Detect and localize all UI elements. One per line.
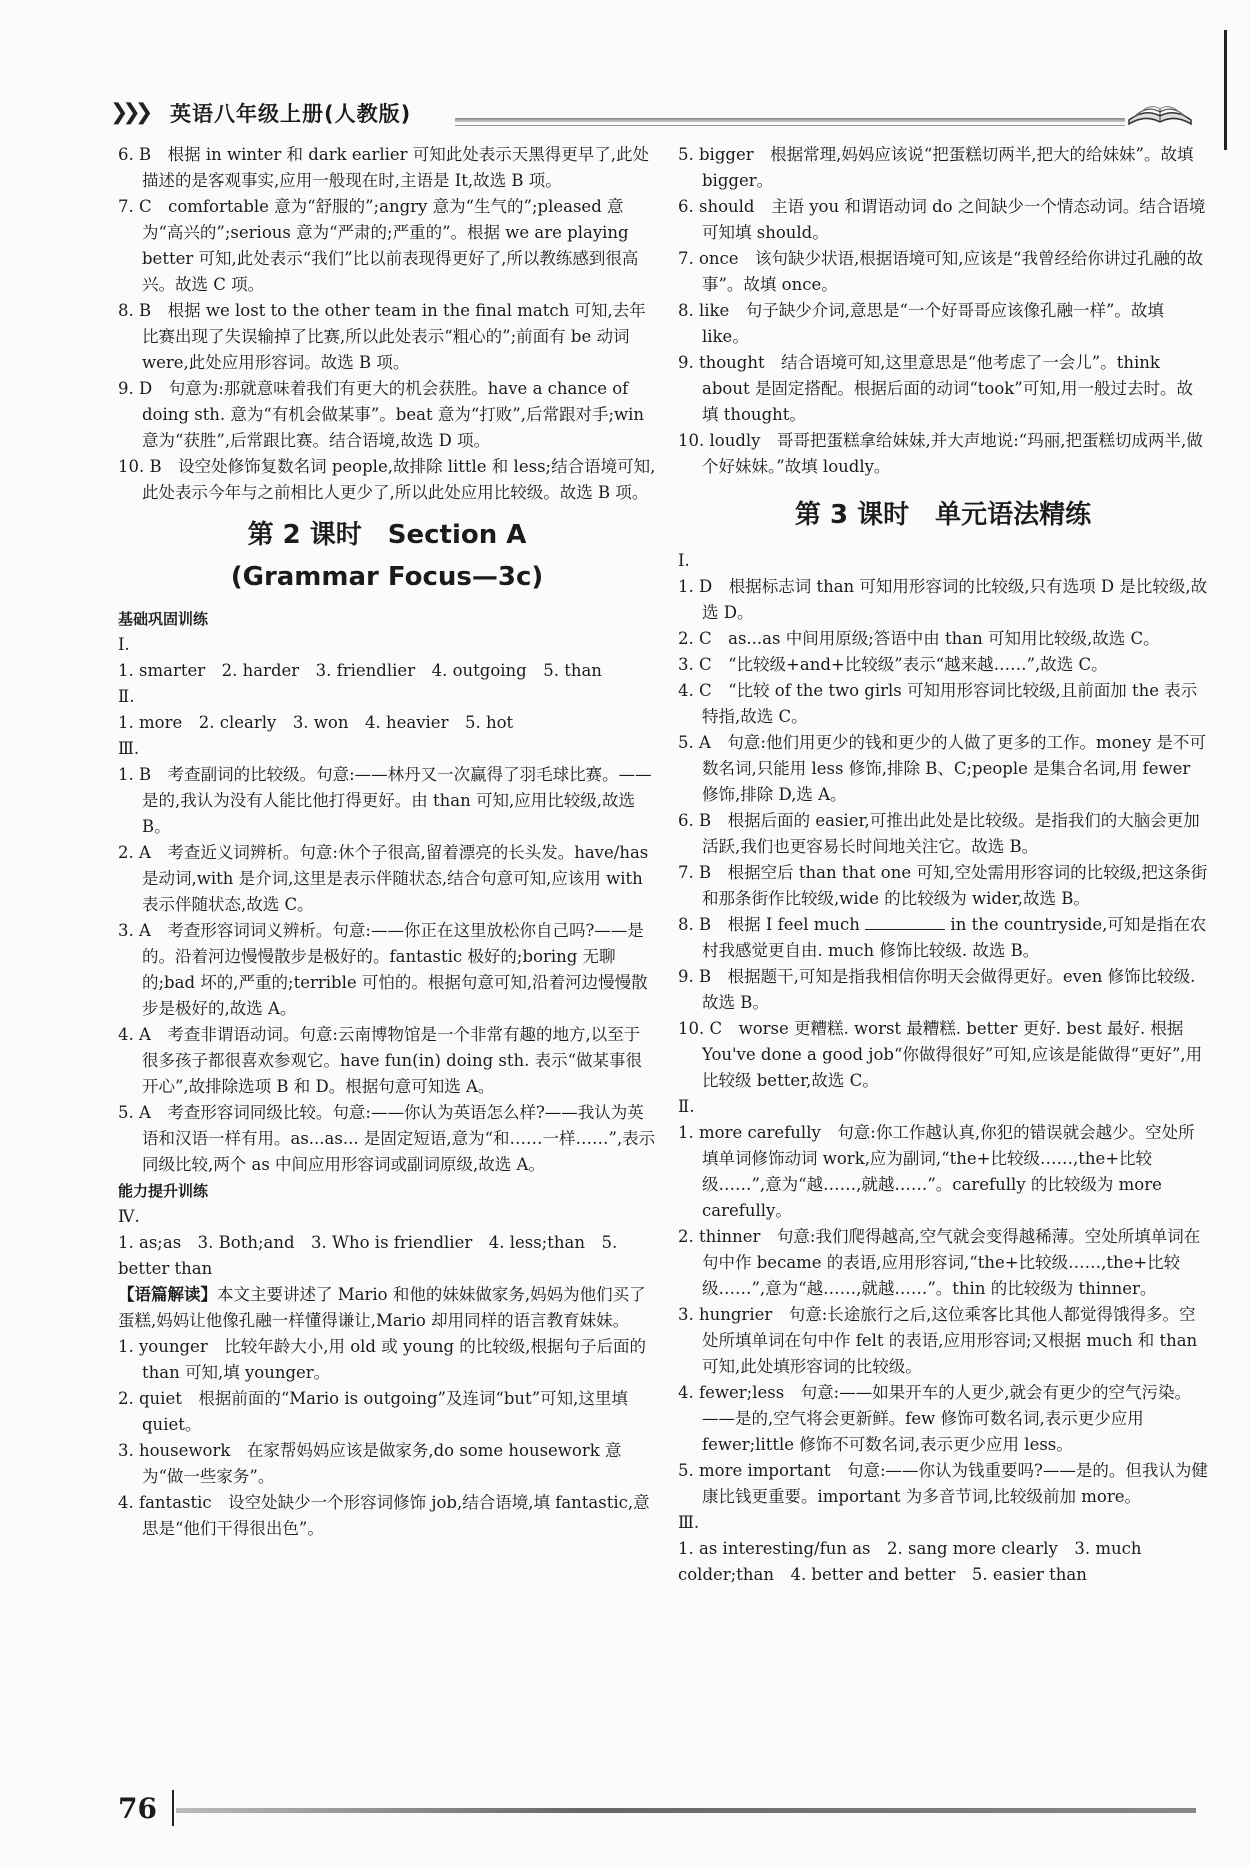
answer-item: 3. housework 在家帮妈妈应该是做家务,do some housework 意为“做一些家务”。: [118, 1441, 622, 1486]
lesson-3-title: 第 3 课时 单元语法精练: [794, 500, 1092, 530]
passage-interpretation: [118, 1282, 656, 1334]
item-8-suffix: in the countryside,可知是指在农村我感觉更自由. much 修饰比较级. 故选 B。: [702, 915, 1207, 960]
answer-item: 5. more important 句意:——你认为钱重要吗?——是的。但我认为健康比钱更重要。important 为多音节词,比较级前加 more。: [678, 1461, 1208, 1506]
section-label: Ⅰ.: [118, 635, 130, 654]
answer-item: 6. should 主语 you 和谓语动词 do 之间缺少一个情态动词。结合语境可知填 should。: [678, 197, 1206, 242]
answer-item: 3. C “比较级+and+比较级”表示“越来越……”,故选 C。: [678, 655, 1108, 674]
basic-training-heading: 基础巩固训练: [118, 610, 209, 628]
lesson-2-subtitle: (Grammar Focus—3c): [230, 562, 544, 592]
answer-item: 6. B 根据后面的 easier,可推出此处是比较级。是指我们的大脑会更加活跃,我们也更容易长时间地关注它。故选 B。: [678, 811, 1200, 856]
answer-item: 1. younger 比较年龄大小,用 old 或 young 的比较级,根据句子后面的 than 可知,填 younger。: [118, 1337, 647, 1382]
open-book-icon: [1125, 94, 1195, 128]
chevron-decoration-icon: ❯❯❯: [110, 100, 148, 125]
footer-rule: [176, 1808, 1196, 1813]
answer-item: 4. A 考查非谓语动词。句意:云南博物馆是一个非常有趣的地方,以至于很多孩子都很喜欢参观它。have fun(in) doing sth. 表示“做某事很开心”,故排除选项 B 和 D。根据句意可知选 A。: [118, 1025, 643, 1096]
answer-item: 10. loudly 哥哥把蛋糕拿给妹妹,并大声地说:“玛丽,把蛋糕切成两半,做个好妹妹。”故填 loudly。: [678, 431, 1203, 476]
section-label: Ⅱ.: [678, 1097, 695, 1116]
header-rule: [455, 118, 1125, 122]
book-title: 英语八年级上册(人教版): [170, 102, 412, 126]
passage-tag: 【语篇解读】: [118, 1285, 217, 1304]
answer-item: 2. A 考查近义词辨析。句意:休个子很高,留着漂亮的长头发。have/has 是动词,with 是介词,这里是表示伴随状态,结合句意可知,应该用 with 表示伴随状态,故选 C。: [118, 843, 649, 914]
answer-item: 7. B 根据空后 than that one 可知,空处需用形容词的比较级,把这条街和那条街作比较级,wide 的比较级为 wider,故选 B。: [678, 863, 1208, 908]
answer-item: 1. more carefully 句意:你工作越认真,你犯的错误就会越少。空处所填单词修饰动词 work,应为副词,“the+比较级……,the+比较级……”,意为“越……,就越……”。carefully 的比较级为 more carefully。: [678, 1123, 1195, 1220]
answer-item: 3. A 考查形容词词义辨析。句意:——你正在这里放松你自己吗?——是的。沿着河边慢慢散步是极好的。fantastic 极好的;boring 无聊的;bad 坏的,严重的;terrible 可怕的。根据句意可知,沿着河边慢慢散步是极好的,故选 A。: [118, 921, 648, 1018]
answer-item: 4. fantastic 设空处缺少一个形容词修饰 job,结合语境,填 fantastic,意思是“他们干得很出色”。: [118, 1493, 650, 1538]
section-label: Ⅲ.: [118, 739, 140, 758]
answer-item: 5. A 考查形容词同级比较。句意:——你认为英语怎么样?——我认为英语和汉语一样有用。as...as... 是固定短语,意为“和……一样……”,表示同级比较,两个 as 中间应用形容词或副词原级,故选 A。: [118, 1103, 656, 1174]
section-label: Ⅱ.: [118, 687, 135, 706]
left-column: [118, 142, 656, 1542]
passage-text: 本文主要讲述了 Mario 和他的妹妹做家务,妈妈为他们买了蛋糕,妈妈让他像孔融一样懂得谦让,Mario 却用同样的语言教育妹妹。: [118, 1285, 646, 1330]
item-8-prefix: 8. B 根据 I feel much: [678, 915, 866, 934]
section-label: Ⅲ.: [678, 1513, 700, 1532]
answer-item-8: [678, 912, 1208, 964]
answer-item: 10. C worse 更糟糕. worst 最糟糕. better 更好. best 最好. 根据 You've done a good job“你做得很好”可知,应该是能做得“更好”,用比较级 better,故选 C。: [678, 1019, 1203, 1090]
answer-item: 10. B 设空处修饰复数名词 people,故排除 little 和 less;结合语境可知,此处表示今年与之前相比人更少了,所以此处应用比较级。故选 B 项。: [118, 457, 656, 502]
advanced-training-heading: 能力提升训练: [118, 1182, 209, 1200]
answer-item: 5. bigger 根据常理,妈妈应该说“把蛋糕切两半,把大的给妹妹”。故填 bigger。: [678, 145, 1194, 190]
section-label: Ⅳ.: [118, 1207, 140, 1226]
right-column: [678, 142, 1208, 1588]
footer-divider: [172, 1790, 174, 1826]
answer-item: 1. B 考查副词的比较级。句意:——林丹又一次赢得了羽毛球比赛。——是的,我认为没有人能比他打得更好。由 than 可知,应用比较级,故选 B。: [118, 765, 652, 836]
answer-item: 2. thinner 句意:我们爬得越高,空气就会变得越稀薄。空处所填单词在句中作 became 的表语,应用形容词,“the+比较级……,the+比较级……”,意为“越……,就越……”。thin 的比较级为 thinner。: [678, 1227, 1201, 1298]
binding-edge-mark: [1224, 30, 1227, 150]
answer-item: 4. fewer;less 句意:——如果开车的人更少,就会有更少的空气污染。——是的,空气将会更新鲜。few 修饰可数名词,表示更少应用 fewer;little 修饰不可数名词,表示更少应用 less。: [678, 1383, 1191, 1454]
answer-item: 2. quiet 根据前面的“Mario is outgoing”及连词“but”可知,这里填 quiet。: [118, 1389, 628, 1434]
lesson-2-title: 第 2 课时 Section A: [247, 520, 527, 550]
page-number: 76: [118, 1792, 157, 1825]
answer-line: 1. smarter 2. harder 3. friendlier 4. outgoing 5. than: [118, 661, 602, 680]
answer-item: 3. hungrier 句意:长途旅行之后,这位乘客比其他人都觉得饿得多。空处所填单词在句中作 felt 的表语,应用形容词;又根据 much 和 than 可知,此处填形容词的比较级。: [678, 1305, 1198, 1376]
answer-item: 6. B 根据 in winter 和 dark earlier 可知此处表示天黑得更早了,此处描述的是客观事实,应用一般现在时,主语是 It,故选 B 项。: [118, 145, 650, 190]
left-continued-answers: [118, 142, 656, 506]
answer-line: 1. as interesting/fun as 2. sang more clearly 3. much colder;than 4. better and better 5. easier than: [678, 1539, 1142, 1584]
header-rule-thin: [455, 125, 1125, 126]
answer-item: 9. D 句意为:那就意味着我们有更大的机会获胜。have a chance of doing sth. 意为“有机会做某事”。beat 意为“打败”,后常跟对手;win 意为“获胜”,后常跟比赛。结合语境,故选 D 项。: [118, 379, 645, 450]
answer-line: 1. as;as 3. Both;and 3. Who is friendlier 4. less;than 5. better than: [118, 1233, 618, 1278]
answer-item: 1. D 根据标志词 than 可知用形容词的比较级,只有选项 D 是比较级,故选 D。: [678, 577, 1208, 622]
fill-blank: [865, 915, 945, 930]
answer-item: 8. B 根据 we lost to the other team in the final match 可知,去年比赛出现了失误输掉了比赛,所以此处表示“粗心的”;前面有 be 动词 were,此处应用形容词。故选 B 项。: [118, 301, 646, 372]
answer-item: 9. thought 结合语境可知,这里意思是“他考虑了一会儿”。think about 是固定搭配。根据后面的动词“took”可知,用一般过去时。故填 thought。: [678, 353, 1193, 424]
answer-item: 8. like 句子缺少介词,意思是“一个好哥哥应该像孔融一样”。故填 like。: [678, 301, 1164, 346]
answer-item: 7. C comfortable 意为“舒服的”;angry 意为“生气的”;pleased 意为“高兴的”;serious 意为“严肃的;严重的”。根据 we are playing better 可知,此处表示“我们”比以前表现得更好了,所以教练感到很高兴。故选 C 项。: [118, 197, 639, 294]
answer-item: 5. A 句意:他们用更少的钱和更少的人做了更多的工作。money 是不可数名词,只能用 less 修饰,排除 B、C;people 是集合名词,用 fewer 修饰,排除 D,选 A。: [678, 733, 1206, 804]
page-header: [110, 94, 1200, 130]
section-label: Ⅰ.: [678, 551, 690, 570]
answer-line: 1. more 2. clearly 3. won 4. heavier 5. hot: [118, 713, 514, 732]
answer-item: 7. once 该句缺少状语,根据语境可知,应该是“我曾经给你讲过孔融的故事”。故填 once。: [678, 249, 1203, 294]
answer-item: 9. B 根据题干,可知是指我相信你明天会做得更好。even 修饰比较级. 故选 B。: [678, 967, 1196, 1012]
answer-item: 4. C “比较 of the two girls 可知用形容词比较级,且前面加 the 表示特指,故选 C。: [678, 681, 1198, 726]
answer-item: 2. C as...as 中间用原级;答语中由 than 可知用比较级,故选 C。: [678, 629, 1160, 648]
